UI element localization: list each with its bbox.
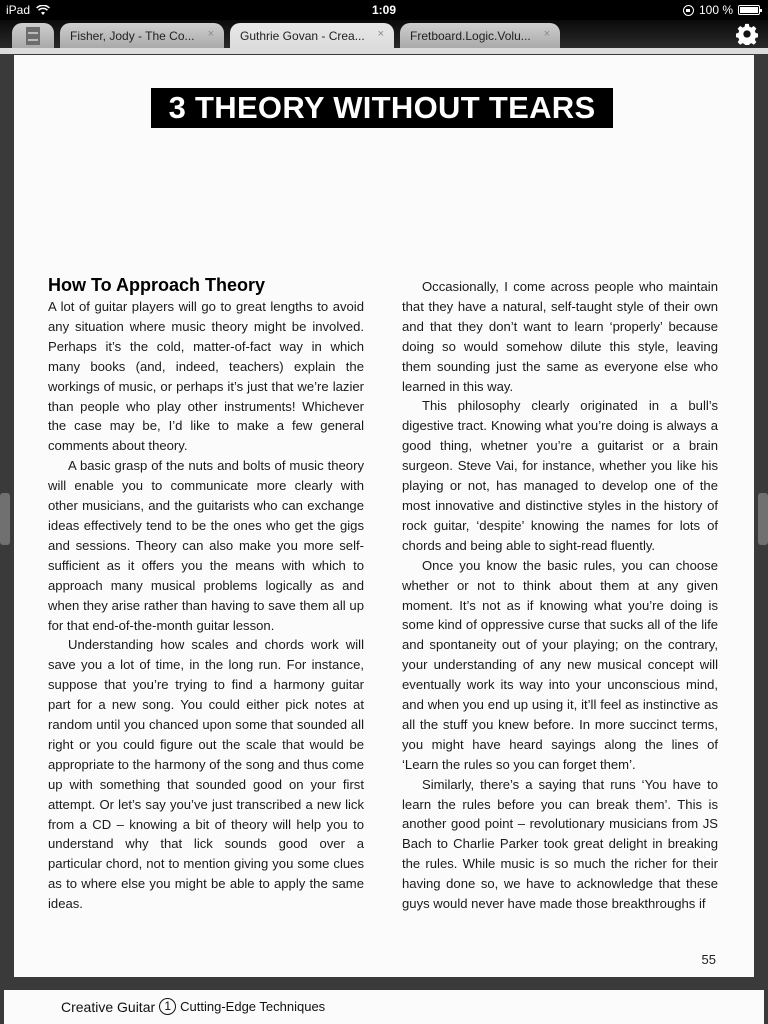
book-subtitle: Cutting-Edge Techniques (180, 999, 326, 1014)
left-column (48, 273, 364, 914)
gear-icon[interactable] (736, 23, 758, 45)
device-label: iPad (6, 3, 31, 17)
section-heading: How To Approach Theory (48, 275, 266, 295)
previous-page-handle[interactable] (0, 493, 10, 545)
clock: 1:09 (371, 3, 397, 17)
paragraph: Once you know the basic rules, you can choose whether or not to think about them at any given moment. It’s not as if knowing what you’re doing is some kind of oppressive curse that sucks all of the life and spontaneity out of your playing; on the contrary, your understanding of any new musical concept will eventually work its way into your unconscious mind, and when you end up using it, it’ll feel as instinctive as all the stuff you knew before. In more succinct terms, you might have heard sayings along the lines of ‘Learn the rules so you can forget them’. (402, 557, 718, 772)
paragraph: A basic grasp of the nuts and bolts of music theory will enable you to communicate more clearly with other musicians, and the guitarists who can exchange ideas effectively tend to be the ones who get the gigs and sessions. Theory can also make you more self-sufficient as it offers you the means with which to approach many musical problems logically as and when they arise rather than having to save them all up for that end-of-the-month guitar lesson. (48, 458, 364, 633)
rotation-lock-icon (683, 5, 694, 16)
page-number: 55 (701, 952, 716, 967)
status-bar (0, 0, 768, 20)
tab-fisher[interactable] (60, 23, 224, 48)
tab-label: Fisher, Jody - The Co... (70, 28, 195, 43)
book-title: Creative Guitar (61, 998, 156, 1015)
library-icon (26, 27, 40, 45)
tab-fretboard[interactable] (400, 23, 560, 48)
close-icon[interactable]: × (207, 28, 214, 40)
library-button[interactable] (12, 23, 54, 48)
paragraph: This philosophy clearly originated in a bull’s digestive tract. Knowing what you’re doing is always a good thing, whetner you’re a guitarist or a brain surgeon. Steve Vai, for instance, whether you like his playing or not, has managed to develop one of the most innovative and distinctive styles in the history of rock guitar, ‘despite’ knowing the names for lots of chords and being able to sight-read fluently. (402, 398, 718, 553)
close-icon[interactable]: × (543, 28, 550, 40)
right-column (402, 277, 718, 914)
battery-icon (738, 5, 760, 15)
book-page[interactable] (14, 55, 754, 977)
tab-govan[interactable] (230, 23, 394, 48)
paragraph: Understanding how scales and chords work will save you a lot of time, in the long run. For instance, suppose that you’re trying to find a harmony guitar part for a new song. You could either pick notes at random until you chanced upon some that sounded all right or you could figure out the scale that would be appropriate to the harmony of the song and thus come up with something that sounded good on your first attempt. Or let’s say you’ve just transcribed a new lick from a CD – knowing a bit of theory will help you to understand why that lick sounds good over a particular chord, not to mention giving you some clues as to where else you might be able to apply the same ideas. (48, 637, 364, 912)
tab-divider (0, 48, 768, 54)
volume-badge: 1 (159, 998, 176, 1015)
battery-percent: 100 % (698, 3, 733, 17)
next-page-handle[interactable] (758, 493, 768, 545)
tab-label: Fretboard.Logic.Volu... (410, 28, 531, 43)
paragraph: Similarly, there’s a saying that runs ‘You have to learn the rules before you can break them’. This is another good point – revolutionary musicians from JS Bach to Charlie Parker took great delight in breaking the rules. While music is so much the richer for their having done so, we have to acknowledge that these guys would never have made those breakthroughs if (402, 776, 718, 912)
paragraph: Occasionally, I come across people who maintain that they have a natural, self-taught style of their own and that they don’t want to learn ‘properly’ because doing so would somehow dilute this style, leaving them sounding just the same as everyone else who learned in this way. (402, 279, 718, 394)
paragraph: A lot of guitar players will go to great lengths to avoid any situation where music theory might be involved. Perhaps it’s the cold, matter-of-fact way in which many books (and, indeed, teachers) explain the workings of music, or perhaps it’s just that we’re lazier than people who play other instruments! Whichever the case may be, I’d like to make a few general comments about theory. (48, 299, 364, 454)
tab-bar (0, 20, 768, 48)
running-head (61, 998, 325, 1015)
tab-label: Guthrie Govan - Crea... (240, 28, 365, 43)
next-page-preview[interactable] (4, 990, 764, 1024)
close-icon[interactable]: × (377, 28, 384, 40)
chapter-title: 3 THEORY WITHOUT TEARS (151, 88, 613, 128)
